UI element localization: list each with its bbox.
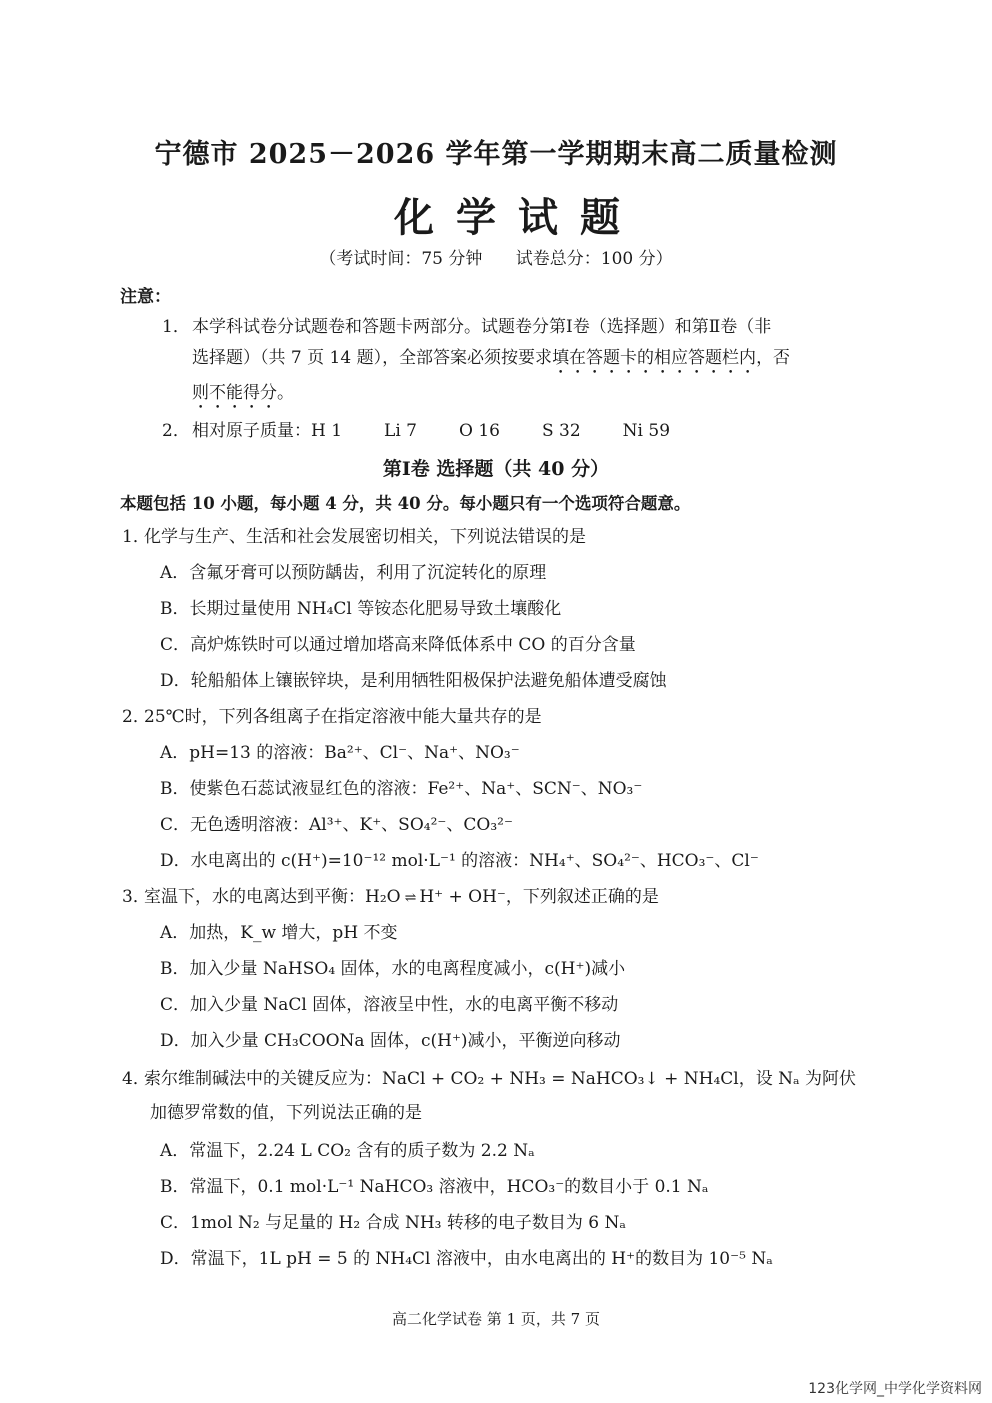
q2-option-c: C．无色透明溶液：Al³⁺、K⁺、SO₄²⁻、CO₃²⁻ bbox=[160, 815, 513, 835]
subject-title: 化学试题 bbox=[394, 194, 642, 241]
notes-heading: 注意： bbox=[120, 287, 171, 307]
question-3-stem: 室温下，水的电离达到平衡：H₂O bbox=[144, 887, 401, 907]
question-1-stem: 化学与生产、生活和社会发展密切相关，下列说法错误的是 bbox=[144, 527, 586, 547]
note-1-line-2 bbox=[162, 343, 874, 378]
mass-li: Li 7 bbox=[384, 421, 417, 441]
note-1-emphasis: 填在答题卡的相应答题栏内 bbox=[552, 348, 757, 368]
question-4 bbox=[122, 1062, 862, 1096]
watermark: 123化学网_中学化学资料网 bbox=[808, 1381, 982, 1397]
note-1-text-end: ，否 bbox=[756, 348, 791, 368]
q3-option-b: B．加入少量 NaHSO₄ 固体，水的电离程度减小，c(H⁺)减小 bbox=[160, 959, 626, 979]
q4-option-a: A．常温下，2.24 L CO₂ 含有的质子数为 2.2 Nₐ bbox=[160, 1141, 535, 1161]
question-2-number: 2． bbox=[122, 707, 150, 727]
question-4-number: 4． bbox=[122, 1069, 150, 1089]
atomic-masses bbox=[162, 416, 874, 447]
question-1 bbox=[122, 520, 862, 554]
section-instruction: 本题包括 10 小题，每小题 4 分，共 40 分。每小题只有一个选项符合题意。 bbox=[120, 494, 691, 513]
mass-s: S 32 bbox=[541, 421, 581, 441]
question-3-stem-end: H⁺ + OH⁻，下列叙述正确的是 bbox=[419, 887, 659, 907]
section-title: 第Ⅰ卷 选择题（共 40 分） bbox=[382, 458, 610, 480]
note-1-text: 选择题）（共 7 页 14 题），全部答案必须按要求 bbox=[192, 348, 553, 368]
exam-time: （考试时间：75 分钟 bbox=[319, 249, 483, 269]
q4-option-b: B．常温下，0.1 mol·L⁻¹ NaHCO₃ 溶液中，HCO₃⁻的数目小于 0.1 Nₐ bbox=[160, 1177, 709, 1197]
note-1-line-1: 本学科试卷分试题卷和答题卡两部分。试题卷分第Ⅰ卷（选择题）和第Ⅱ卷（非 bbox=[192, 317, 772, 337]
page-footer: 高二化学试卷 第 1 页，共 7 页 bbox=[392, 1310, 600, 1328]
q3-option-d: D．加入少量 CH₃COONa 固体，c(H⁺)减小，平衡逆向移动 bbox=[160, 1031, 621, 1051]
question-2 bbox=[122, 700, 862, 734]
question-1-number: 1． bbox=[122, 527, 150, 547]
q2-option-a: A．pH=13 的溶液：Ba²⁺、Cl⁻、Na⁺、NO₃⁻ bbox=[160, 743, 520, 763]
question-4-stem: 索尔维制碱法中的关键反应为：NaCl + CO₂ + NH₃ = NaHCO₃↓ + NH₄Cl，设 Nₐ 为阿伏 bbox=[144, 1069, 856, 1089]
equilibrium-arrow-icon: ⇌ bbox=[404, 890, 416, 906]
exam-info bbox=[0, 244, 992, 269]
q2-option-b: B．使紫色石蕊试液显红色的溶液：Fe²⁺、Na⁺、SCN⁻、NO₃⁻ bbox=[160, 779, 643, 799]
q1-option-d: D．轮船船体上镶嵌锌块，是利用牺牲阳极保护法避免船体遭受腐蚀 bbox=[160, 671, 667, 691]
note-2 bbox=[162, 416, 874, 447]
q1-option-b: B．长期过量使用 NH₄Cl 等铵态化肥易导致土壤酸化 bbox=[160, 599, 562, 619]
question-3 bbox=[122, 880, 862, 915]
mass-o: O 16 bbox=[459, 421, 500, 441]
question-4-stem-cont: 加德罗常数的值，下列说法正确的是 bbox=[150, 1103, 422, 1123]
q4-option-d: D．常温下，1L pH = 5 的 NH₄Cl 溶液中，由水电离出的 H⁺的数目为 10⁻⁵ Nₐ bbox=[160, 1249, 773, 1269]
question-3-number: 3． bbox=[122, 887, 150, 907]
mass-ni: Ni 59 bbox=[622, 421, 671, 441]
q1-option-c: C．高炉炼铁时可以通过增加塔高来降低体系中 CO 的百分含量 bbox=[160, 635, 636, 655]
mass-h: H 1 bbox=[311, 421, 343, 441]
note-1-period: 。 bbox=[277, 383, 294, 403]
atomic-mass-label: 相对原子质量： bbox=[192, 421, 311, 441]
question-2-stem: 25℃时，下列各组离子在指定溶液中能大量共存的是 bbox=[144, 707, 542, 727]
note-1 bbox=[162, 312, 874, 413]
q4-option-c: C．1mol N₂ 与足量的 H₂ 合成 NH₃ 转移的电子数目为 6 Nₐ bbox=[160, 1213, 626, 1233]
note-1-number: 1． bbox=[162, 317, 190, 337]
note-2-number: 2． bbox=[162, 421, 190, 441]
q3-option-c: C．加入少量 NaCl 固体，溶液呈中性，水的电离平衡不移动 bbox=[160, 995, 619, 1015]
note-1-emphasis-2: 则不能得分 bbox=[192, 383, 277, 403]
exam-score: 试卷总分：100 分） bbox=[515, 249, 673, 269]
q2-option-d: D．水电离出的 c(H⁺)=10⁻¹² mol·L⁻¹ 的溶液：NH₄⁺、SO₄²⁻、HCO₃⁻、Cl⁻ bbox=[160, 851, 759, 871]
q3-option-a: A．加热，K_w 增大，pH 不变 bbox=[160, 923, 398, 943]
exam-title: 宁德市 2025－2026 学年第一学期期末高二质量检测 bbox=[154, 139, 838, 170]
q1-option-a: A．含氟牙膏可以预防龋齿，利用了沉淀转化的原理 bbox=[160, 563, 547, 583]
note-1-line-3 bbox=[162, 378, 874, 413]
